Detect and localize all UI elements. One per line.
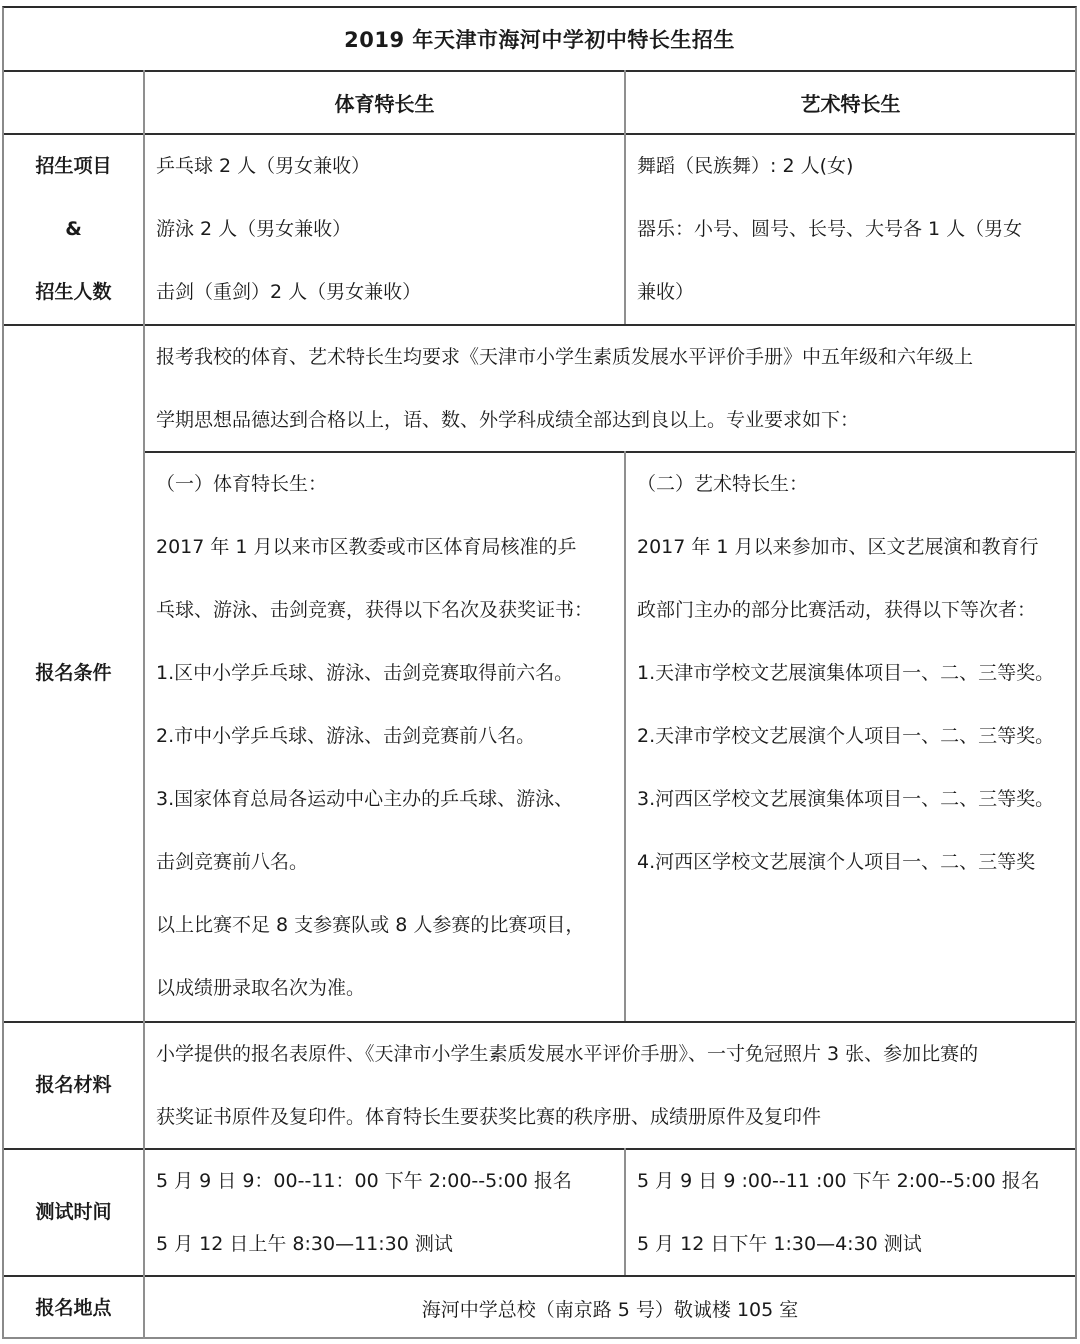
requirements-arts-line: 1.天津市学校文艺展演集体项目一、二、三等奖。 bbox=[637, 662, 1055, 684]
requirements-intro-line: 学期思想品德达到合格以上，语、数、外学科成绩全部达到良以上。专业要求如下： bbox=[156, 409, 860, 431]
row-label-test-time bbox=[4, 1150, 143, 1275]
requirements-sports-line: 2.市中小学乒乓球、游泳、击剑竞赛前八名。 bbox=[156, 725, 536, 747]
materials-line: 小学提供的报名表原件、《天津市小学生素质发展水平评价手册》、一寸免冠照片 3 张、参加比赛的 bbox=[156, 1043, 979, 1065]
requirements-arts-line: 2.天津市学校文艺展演个人项目一、二、三等奖。 bbox=[637, 725, 1055, 747]
enrollment-item: 游泳 2 人（男女兼收） bbox=[156, 218, 352, 240]
requirements-sports-line: （一）体育特长生： bbox=[156, 473, 328, 495]
column-header-arts: 艺术特长生 bbox=[800, 92, 901, 116]
requirements-arts-line: 政部门主办的部分比赛活动，获得以下等次者： bbox=[637, 599, 1037, 621]
requirements-sports-line: 1.区中小学乒乓球、游泳、击剑竞赛取得前六名。 bbox=[156, 662, 574, 684]
row-label-materials bbox=[4, 1023, 143, 1148]
requirements-arts-line: 3.河西区学校文艺展演集体项目一、二、三等奖。 bbox=[637, 788, 1055, 810]
requirements-sports-line: 以成绩册录取名次为准。 bbox=[156, 977, 366, 999]
label-line: 招生人数 bbox=[35, 281, 112, 303]
enrollment-item: 击剑（重剑）2 人（男女兼收） bbox=[156, 281, 422, 303]
test-time-line: 5 月 12 日上午 8:30—11:30 测试 bbox=[156, 1233, 453, 1255]
column-header-sports: 体育特长生 bbox=[334, 92, 435, 116]
requirements-arts-line: 4.河西区学校文艺展演个人项目一、二、三等奖 bbox=[637, 851, 1036, 873]
admissions-table bbox=[2, 6, 1077, 1339]
requirements-sports-line: 击剑竞赛前八名。 bbox=[156, 851, 309, 873]
requirements-sports-line: 以上比赛不足 8 支参赛队或 8 人参赛的比赛项目， bbox=[156, 914, 585, 936]
test-time-line: 5 月 9 日 9 :00--11 :00 下午 2:00--5:00 报名 bbox=[637, 1170, 1040, 1192]
requirements-sports-line: 乓球、游泳、击剑竞赛，获得以下名次及获奖证书： bbox=[156, 599, 594, 621]
materials-line: 获奖证书原件及复印件。体育特长生要获奖比赛的秩序册、成绩册原件及复印件 bbox=[156, 1106, 822, 1128]
requirements-arts-line: （二）艺术特长生： bbox=[637, 473, 809, 495]
test-time-sports-cell bbox=[145, 1150, 624, 1275]
label-line: & bbox=[65, 218, 82, 240]
requirements-intro-line: 报考我校的体育、艺术特长生均要求《天津市小学生素质发展水平评价手册》中五年级和六年级上 bbox=[156, 346, 974, 368]
requirements-sports-line: 3.国家体育总局各运动中心主办的乒乓球、游泳、 bbox=[156, 788, 574, 810]
requirements-sports-line: 2017 年 1 月以来市区教委或市区体育局核准的乒 bbox=[156, 536, 577, 558]
test-time-arts-cell bbox=[626, 1150, 1075, 1275]
requirements-sports-cell bbox=[145, 453, 624, 1021]
enrollment-arts-cell bbox=[626, 135, 1075, 324]
enrollment-item: 器乐：小号、圆号、长号、大号各 1 人（男女 bbox=[637, 218, 1023, 240]
materials-cell bbox=[145, 1023, 1075, 1148]
label-line: 报名材料 bbox=[35, 1074, 112, 1096]
enrollment-item: 乒乓球 2 人（男女兼收） bbox=[156, 155, 371, 177]
label-line: 招生项目 bbox=[35, 155, 112, 177]
requirements-arts-cell bbox=[626, 453, 1075, 1021]
test-time-line: 5 月 9 日 9：00--11：00 下午 2:00--5:00 报名 bbox=[156, 1170, 572, 1192]
label-line: 报名条件 bbox=[35, 662, 112, 684]
label-line: 测试时间 bbox=[35, 1201, 112, 1223]
row-label-enrollment bbox=[4, 135, 143, 324]
enrollment-sports-cell bbox=[145, 135, 624, 324]
enrollment-item: 兼收） bbox=[637, 281, 695, 303]
page-title: 2019 年天津市海河中学初中特长生招生 bbox=[344, 28, 735, 52]
row-label-location bbox=[4, 1277, 143, 1339]
header-blank-cell bbox=[4, 72, 143, 133]
requirements-arts-line: 2017 年 1 月以来参加市、区文艺展演和教育行 bbox=[637, 536, 1039, 558]
label-line: 报名地点 bbox=[35, 1297, 112, 1319]
location-value: 海河中学总校（南京路 5 号）敬诚楼 105 室 bbox=[421, 1298, 799, 1321]
test-time-line: 5 月 12 日下午 1:30—4:30 测试 bbox=[637, 1233, 922, 1255]
row-label-requirements bbox=[4, 326, 143, 1021]
requirements-intro-cell bbox=[145, 326, 1075, 451]
enrollment-item: 舞蹈（民族舞）: 2 人(女) bbox=[637, 155, 854, 177]
